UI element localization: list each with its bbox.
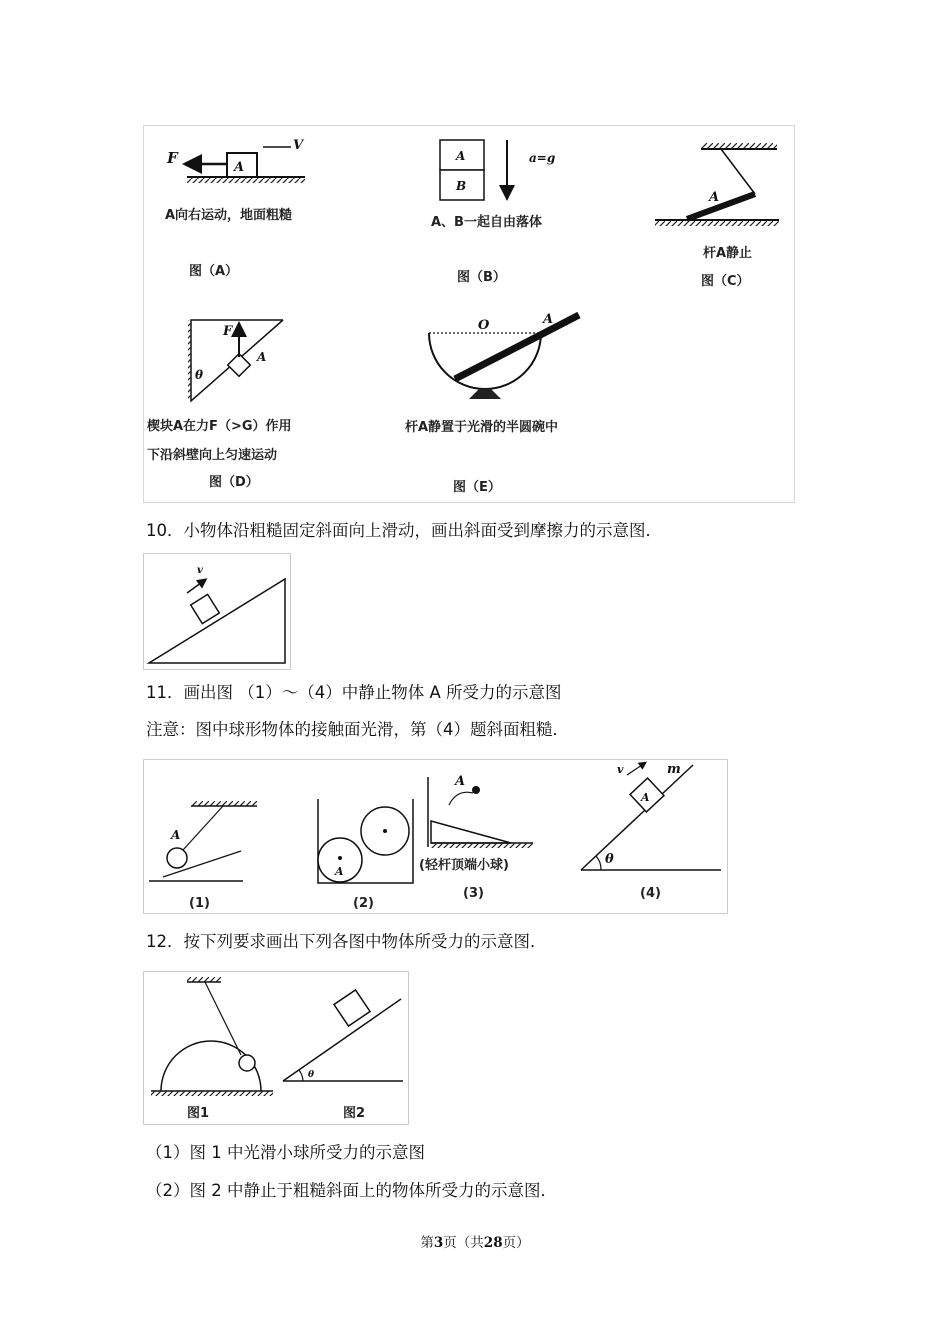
figure-d	[147, 320, 292, 490]
obj-a-label: A	[171, 828, 181, 842]
q12-fig-2	[283, 990, 403, 1121]
fig-b-label: 图（B）	[457, 270, 506, 285]
figure-set-a-to-e	[143, 125, 795, 503]
fig-d-desc-1: 楔块A在力F（>G）作用	[147, 419, 292, 434]
q11-fig-1-label: (1)	[189, 896, 210, 911]
fig-d-label: 图（D）	[209, 475, 259, 490]
q11-fig-2	[318, 799, 413, 911]
accel-label: a=g	[529, 151, 556, 165]
q11-fig-2-label: (2)	[353, 896, 374, 911]
footer-prefix: 第	[420, 1235, 434, 1251]
angle-label: θ	[308, 1070, 315, 1080]
block-a-label: A	[257, 350, 267, 364]
footer-suffix: 页）	[502, 1235, 530, 1251]
question-11-text: 11．画出图 （1）～（4）中静止物体 A 所受力的示意图	[146, 683, 562, 702]
block-a-label: A	[234, 160, 245, 175]
question-12-sub-2: （2）图 2 中静止于粗糙斜面上的物体所受力的示意图．	[146, 1181, 557, 1200]
velocity-v-label: v	[197, 565, 203, 576]
mass-m-label: m	[667, 762, 681, 777]
obj-a-label: A	[641, 791, 650, 804]
q11-fig-4-label: (4)	[640, 886, 661, 901]
q11-fig-3-label: (3)	[463, 886, 484, 901]
q12-fig-1	[151, 977, 273, 1121]
center-o-label: O	[478, 318, 490, 333]
figure-c	[655, 143, 779, 289]
block-a-label: A	[456, 149, 466, 163]
obj-a-label: A	[455, 774, 466, 789]
question-10-text: 10．小物体沿粗糙固定斜面向上滑动，画出斜面受到摩擦力的示意图．	[146, 521, 662, 540]
q12-fig-1-label: 图1	[187, 1106, 210, 1121]
fig-e-desc: 杆A静置于光滑的半圆碗中	[405, 420, 559, 435]
fig-c-label: 图（C）	[701, 274, 750, 289]
figure-b	[431, 140, 555, 285]
fig-a-desc: A向右运动，地面粗糙	[165, 208, 293, 223]
page-footer	[0, 1231, 950, 1251]
figure-a	[165, 138, 305, 279]
fig-d-desc-2: 下沿斜壁向上匀速运动	[147, 448, 278, 463]
figure-q11	[143, 759, 728, 914]
force-f-label: F	[223, 324, 233, 339]
velocity-v-label: v	[617, 763, 624, 776]
footer-total-pages: 28	[483, 1235, 503, 1251]
velocity-v-label: V	[293, 138, 304, 153]
fig-e-label: 图（E）	[453, 480, 501, 495]
q11-fig-3	[419, 774, 533, 901]
angle-label: θ	[195, 368, 204, 382]
force-f-label: F	[167, 149, 178, 167]
footer-mid: 页（共	[443, 1235, 484, 1251]
angle-label: θ	[605, 852, 614, 867]
fig-c-desc: 杆A静止	[703, 246, 753, 261]
question-11-note: 注意：图中球形物体的接触面光滑，第（4）题斜面粗糙．	[146, 720, 569, 739]
obj-a-label: A	[335, 865, 344, 878]
figure-q10-incline	[143, 553, 291, 670]
q11-fig-1	[149, 801, 257, 911]
q11-fig-3-caption: (轻杆顶端小球)	[419, 858, 509, 873]
q12-fig-2-label: 图2	[343, 1106, 366, 1121]
question-12-text: 12．按下列要求画出下列各图中物体所受力的示意图．	[146, 932, 547, 951]
rod-a-label: A	[709, 190, 720, 205]
q11-fig-4	[581, 762, 721, 901]
figure-q12	[143, 971, 409, 1125]
fig-a-label: 图（A）	[189, 264, 239, 279]
figure-e	[405, 312, 579, 495]
question-12-sub-1: （1）图 1 中光滑小球所受力的示意图	[146, 1143, 425, 1162]
rod-a-label: A	[543, 312, 554, 327]
block-b-label: B	[456, 179, 467, 193]
footer-page-number: 3	[433, 1235, 444, 1251]
fig-b-desc: A、B一起自由落体	[431, 215, 542, 230]
